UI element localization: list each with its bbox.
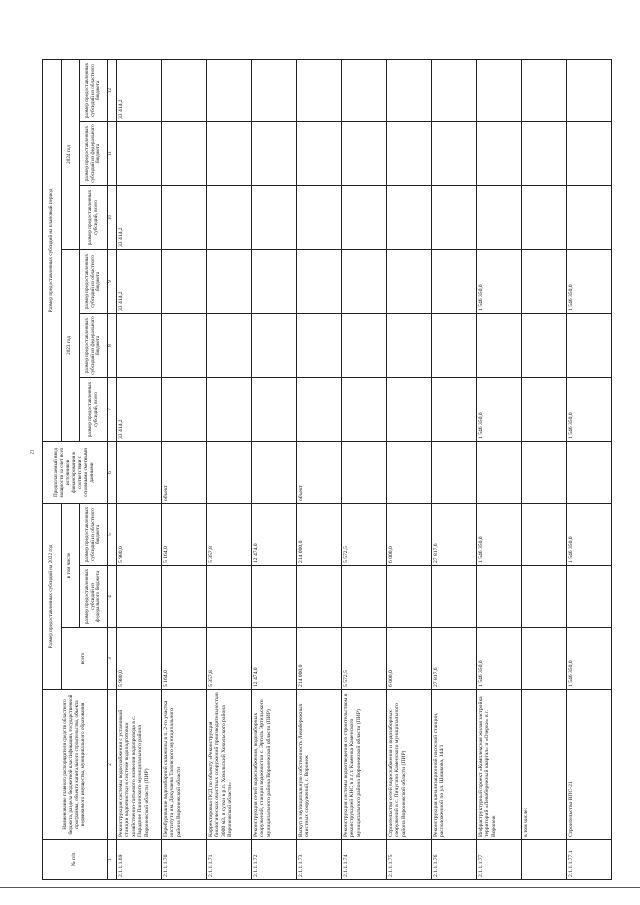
total-2024 bbox=[567, 186, 612, 250]
rotated-table-wrapper bbox=[42, 60, 612, 880]
header-no: № п/п bbox=[43, 840, 108, 880]
table-row bbox=[252, 59, 297, 879]
capacity bbox=[342, 442, 387, 504]
fed-2023 bbox=[342, 314, 387, 378]
header-name: Наименование главного распорядителя средств областного бюджета, раздела бюджетной классификации, государственной программы, объекта капитального строительства, объекта недвижимого имущества, муниципального образования bbox=[43, 690, 108, 840]
header-fed-2024: размер предоставленных субсидий из федерального бюджета bbox=[80, 122, 108, 186]
header-obl-2024: размер предоставленных субсидий из областного бюджета bbox=[80, 59, 108, 121]
obl-2024 bbox=[162, 59, 207, 121]
fed-2022 bbox=[117, 566, 162, 628]
total-2024 bbox=[387, 186, 432, 250]
total-2024 bbox=[342, 186, 387, 250]
obl-2023: 1 546 350,0 bbox=[567, 250, 612, 314]
fed-2022 bbox=[477, 566, 522, 628]
total-2024 bbox=[477, 186, 522, 250]
total-2022: 6 000,0 bbox=[387, 628, 432, 690]
obl-2023 bbox=[387, 250, 432, 314]
obl-2024 bbox=[297, 59, 342, 121]
total-2022: 1 546 350,0 bbox=[567, 628, 612, 690]
fed-2022 bbox=[297, 566, 342, 628]
total-2023 bbox=[162, 378, 207, 442]
obl-2024 bbox=[387, 59, 432, 121]
fed-2022 bbox=[432, 566, 477, 628]
header-fed-2023: размер предоставленных субсидий из федерального бюджета bbox=[80, 314, 108, 378]
total-2023 bbox=[207, 378, 252, 442]
fed-2024 bbox=[117, 122, 162, 186]
total-2022: 5 357,8 bbox=[207, 628, 252, 690]
header-2022: Размер предоставленных субсидий на 2022 год bbox=[43, 504, 62, 690]
obl-2023 bbox=[342, 250, 387, 314]
header-obl-2023: размер предоставленных субсидий из областного бюджета bbox=[80, 250, 108, 314]
row-number: 2.1.1.1.70 bbox=[162, 840, 207, 880]
row-name: Строительство ВПС-21 bbox=[567, 690, 612, 840]
subsidy-table bbox=[42, 59, 612, 880]
table-row bbox=[432, 59, 477, 879]
obl-2023 bbox=[207, 250, 252, 314]
header-2024: 2024 год bbox=[61, 59, 80, 249]
table-row bbox=[297, 59, 342, 879]
fed-2024 bbox=[207, 122, 252, 186]
total-2022: 27 817,6 bbox=[432, 628, 477, 690]
fed-2023 bbox=[387, 314, 432, 378]
total-2022: 5 164,0 bbox=[162, 628, 207, 690]
col-num: 12 bbox=[108, 59, 117, 121]
total-2022 bbox=[522, 628, 567, 690]
total-2023 bbox=[252, 378, 297, 442]
fed-2024 bbox=[162, 122, 207, 186]
total-2023 bbox=[297, 378, 342, 442]
fed-2024 bbox=[252, 122, 297, 186]
total-2022: 5 980,0 bbox=[117, 628, 162, 690]
col-num: 4 bbox=[108, 566, 117, 628]
obl-2024 bbox=[432, 59, 477, 121]
col-num: 2 bbox=[108, 690, 117, 840]
header-row-1 bbox=[43, 59, 62, 879]
table-row bbox=[342, 59, 387, 879]
col-num: 7 bbox=[108, 378, 117, 442]
capacity: объект bbox=[162, 442, 207, 504]
capacity bbox=[387, 442, 432, 504]
header-obl-2022: размер предоставленных субсидий из областного бюджета bbox=[80, 504, 108, 566]
fed-2023 bbox=[117, 314, 162, 378]
fed-2023 bbox=[567, 314, 612, 378]
table-row bbox=[207, 59, 252, 879]
obl-2022: 1 546 350,0 bbox=[567, 504, 612, 566]
fed-2024 bbox=[522, 122, 567, 186]
obl-2024: 33 414,2 bbox=[117, 59, 162, 121]
table-row bbox=[522, 59, 567, 879]
row-name: Корректировка ПСД по объекту «Реконструкция биологических очистных сооружений производительностью 3000 м3, в сутки в р.п. Хохольский Хохольского района Воронежской области» bbox=[207, 690, 252, 840]
total-2024: 33 414,2 bbox=[117, 186, 162, 250]
row-name: Реконструкция системы водоотведения со строительством и реконструкцией КНС в п.г.т. Каменка Каменского муниципального района Воронежской области (ПИР) bbox=[342, 690, 387, 840]
row-name: Реконструкция сетей водоснабжения, водозаборных сооружений, станции водоочистки с. Эртиль Эртильского муниципального района Воронежской области (ПИР) bbox=[252, 690, 297, 840]
header-total: всего bbox=[61, 628, 108, 690]
obl-2022: 1 546 350,0 bbox=[477, 504, 522, 566]
page-bottom-rule bbox=[0, 887, 640, 888]
fed-2022 bbox=[342, 566, 387, 628]
fed-2023 bbox=[252, 314, 297, 378]
total-2023 bbox=[432, 378, 477, 442]
fed-2022 bbox=[522, 566, 567, 628]
obl-2023 bbox=[432, 250, 477, 314]
col-num: 5 bbox=[108, 504, 117, 566]
row-number: 2.1.1.1.75 bbox=[387, 840, 432, 880]
capacity bbox=[252, 442, 297, 504]
fed-2024 bbox=[297, 122, 342, 186]
capacity bbox=[207, 442, 252, 504]
fed-2024 bbox=[567, 122, 612, 186]
obl-2023 bbox=[522, 250, 567, 314]
obl-2022: 5 980,0 bbox=[117, 504, 162, 566]
table-row bbox=[117, 59, 162, 879]
total-2022: 1 546 350,0 bbox=[477, 628, 522, 690]
column-number-row bbox=[108, 59, 117, 879]
fed-2022 bbox=[207, 566, 252, 628]
row-number bbox=[522, 840, 567, 880]
header-2023: 2023 год bbox=[61, 250, 80, 442]
table-row bbox=[162, 59, 207, 879]
total-2024 bbox=[522, 186, 567, 250]
obl-2022: 5 357,8 bbox=[207, 504, 252, 566]
total-2024 bbox=[207, 186, 252, 250]
row-name: Строительство сетей водоснабжения и водозаборных сооружений в с. Пичугино Каменского муниципального района Воронежской области (ПИР) bbox=[387, 690, 432, 840]
row-name: Реконструкция системы водоснабжения с установкой станции водоочистки в системе водоподготовки хозяйственно-питьевого значения водопровода в с. Парадное Панинского муниципального района Воронежской области (ПИР) bbox=[117, 690, 162, 840]
col-num: 8 bbox=[108, 314, 117, 378]
obl-2024 bbox=[252, 59, 297, 121]
obl-2022 bbox=[522, 504, 567, 566]
capacity bbox=[522, 442, 567, 504]
total-2022: 12 474,0 bbox=[252, 628, 297, 690]
total-2023: 1 546 350,0 bbox=[477, 378, 522, 442]
capacity bbox=[117, 442, 162, 504]
header-fed-2022: размер предоставленных субсидий из федерального бюджета bbox=[80, 566, 108, 628]
col-num: 10 bbox=[108, 186, 117, 250]
total-2024 bbox=[162, 186, 207, 250]
row-name: Реконструкция канализационной насосной станции, расположенной по ул. Шишкова, 144/1 bbox=[432, 690, 477, 840]
table-row bbox=[477, 59, 522, 879]
obl-2022: 27 817,6 bbox=[432, 504, 477, 566]
col-num: 6 bbox=[108, 442, 117, 504]
row-number: 2.1.1.1.76 bbox=[432, 840, 477, 880]
row-number: 2.1.1.1.73 bbox=[297, 840, 342, 880]
obl-2024 bbox=[567, 59, 612, 121]
row-number: 2.1.1.1.72 bbox=[252, 840, 297, 880]
row-number: 2.1.1.1.77.1 bbox=[567, 840, 612, 880]
obl-2023 bbox=[297, 250, 342, 314]
obl-2022: 12 474,0 bbox=[252, 504, 297, 566]
row-number: 2.1.1.1.74 bbox=[342, 840, 387, 880]
fed-2023 bbox=[162, 314, 207, 378]
total-2022: 5 572,5 bbox=[342, 628, 387, 690]
capacity bbox=[477, 442, 522, 504]
fed-2022 bbox=[387, 566, 432, 628]
fed-2022 bbox=[162, 566, 207, 628]
obl-2023 bbox=[252, 250, 297, 314]
fed-2024 bbox=[387, 122, 432, 186]
total-2023: 33 414,2 bbox=[117, 378, 162, 442]
capacity bbox=[567, 442, 612, 504]
fed-2024 bbox=[477, 122, 522, 186]
obl-2024 bbox=[207, 59, 252, 121]
total-2023 bbox=[342, 378, 387, 442]
row-name: в том числе: bbox=[522, 690, 567, 840]
col-num: 11 bbox=[108, 122, 117, 186]
total-2022: 214 000,0 bbox=[297, 628, 342, 690]
row-number: 2.1.1.1.71 bbox=[207, 840, 252, 880]
obl-2022: 6 000,0 bbox=[387, 504, 432, 566]
obl-2024 bbox=[342, 59, 387, 121]
page-number: 21 bbox=[30, 449, 36, 455]
fed-2023 bbox=[297, 314, 342, 378]
header-total-2023: размер предоставленных субсидий, всего bbox=[80, 378, 108, 442]
table-row bbox=[387, 59, 432, 879]
obl-2023: 33 414,2 bbox=[117, 250, 162, 314]
row-name: Инфраструктурный проект «Комплексная жилая застройка территорий «Левобережный квартал» и «Озерки» в г. Воронеж bbox=[477, 690, 522, 840]
fed-2023 bbox=[432, 314, 477, 378]
header-plan: Размер предоставленных субсидий на плановый период bbox=[43, 59, 62, 441]
obl-2022: 214 000,0 bbox=[297, 504, 342, 566]
col-num: 9 bbox=[108, 250, 117, 314]
row-number: 2.1.1.1.77 bbox=[477, 840, 522, 880]
fed-2024 bbox=[432, 122, 477, 186]
fed-2022 bbox=[567, 566, 612, 628]
table-row bbox=[567, 59, 612, 879]
row-name: Перебуривание водозаборной скважины в п. 2-го участка института им. Докучаева Таловского муниципального района Воронежской области bbox=[162, 690, 207, 840]
row-number: 2.1.1.1.69 bbox=[117, 840, 162, 880]
fed-2024 bbox=[342, 122, 387, 186]
row-name: Выкуп в муниципальную собственность Левобережных очистных сооружений, г. Воронеж bbox=[297, 690, 342, 840]
total-2023 bbox=[387, 378, 432, 442]
fed-2022 bbox=[252, 566, 297, 628]
obl-2024 bbox=[522, 59, 567, 121]
total-2023: 1 546 350,0 bbox=[567, 378, 612, 442]
obl-2022: 5 164,0 bbox=[162, 504, 207, 566]
header-incl: в том числе bbox=[61, 504, 80, 628]
obl-2022: 5 572,5 bbox=[342, 504, 387, 566]
total-2023 bbox=[522, 378, 567, 442]
col-num: 3 bbox=[108, 628, 117, 690]
obl-2023: 1 546 350,0 bbox=[477, 250, 522, 314]
obl-2024 bbox=[477, 59, 522, 121]
fed-2023 bbox=[477, 314, 522, 378]
total-2024 bbox=[432, 186, 477, 250]
header-capacity: Предполагаемый ввод мощности за счет всех источников финансирования в соответствии с основными сметными данными bbox=[43, 442, 108, 504]
obl-2023 bbox=[162, 250, 207, 314]
total-2024 bbox=[252, 186, 297, 250]
total-2024 bbox=[297, 186, 342, 250]
fed-2023 bbox=[522, 314, 567, 378]
header-total-2024: размер предоставленных субсидий, всего bbox=[80, 186, 108, 250]
capacity: объект bbox=[297, 442, 342, 504]
capacity bbox=[432, 442, 477, 504]
fed-2023 bbox=[207, 314, 252, 378]
col-num: 1 bbox=[108, 840, 117, 880]
